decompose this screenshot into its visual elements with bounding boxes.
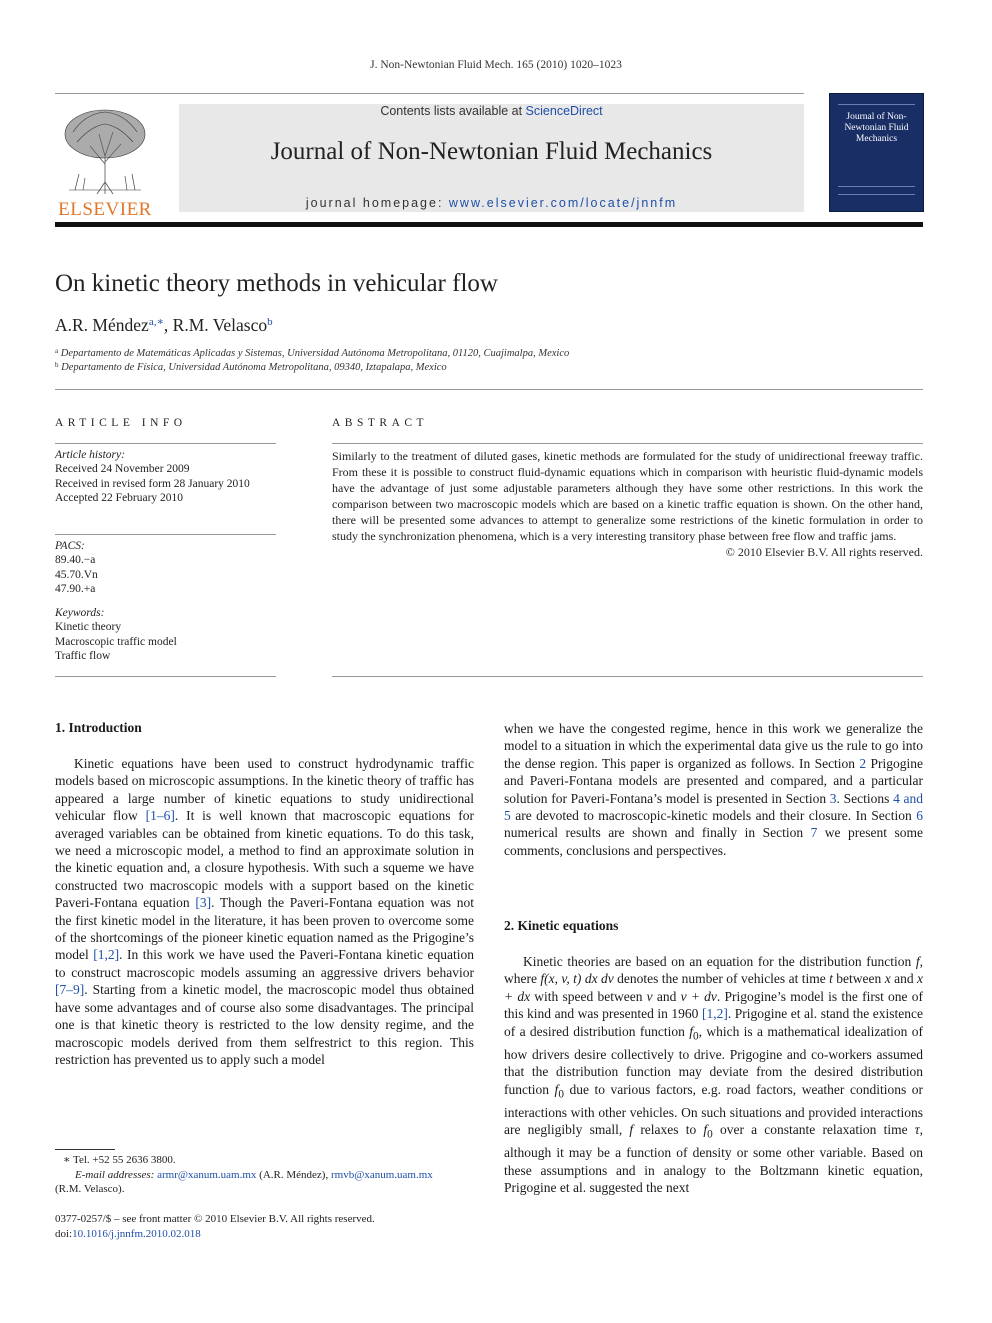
citation-link[interactable]: [1–6] xyxy=(145,808,175,824)
footnote-tel: ∗ Tel. +52 55 2636 3800. xyxy=(63,1154,176,1166)
text-run: . It is well known that macroscopic equations for averaged variables can be obtained from kinetic equations. To do this task, we need a microscopic model, a method to find an approximate solution in the kinetic equation and, a closure hypothesis. With such a squeme we have constructed two macroscopic models with a support based on the kinetic Paveri-Fontana equation xyxy=(55,808,475,911)
pacs-item: 47.90.+a xyxy=(55,582,96,595)
journal-title: Journal of Non-Newtonian Fluid Mechanics xyxy=(270,138,713,165)
section-heading-kinetic-equations: 2. Kinetic equations xyxy=(504,918,619,933)
kinetic-equations-column xyxy=(504,953,923,1196)
section-heading-introduction: 1. Introduction xyxy=(55,720,142,735)
cover-rule-mid xyxy=(838,186,915,187)
math-symbol: f xyxy=(915,954,920,969)
author-2-affil-sup[interactable]: b xyxy=(267,316,273,328)
math-symbol: f xyxy=(703,1122,708,1138)
history-revised: Received in revised form 28 January 2010 xyxy=(55,477,250,490)
history-received: Received 24 November 2009 xyxy=(55,463,190,476)
pacs-block xyxy=(55,539,98,596)
header-rule xyxy=(55,93,804,94)
text-run: . Starting from a kinetic model, the macroscopic model thus obtained have some advantages and of course also some disadvantages. The principal one is that kinetic theory is restricted to the low density regime, and the macroscopic models derived from them selfrestrict to this region. This restriction has prevented us to apply such a model xyxy=(55,982,474,1067)
section-link[interactable]: 6 xyxy=(916,808,923,824)
affil-b-text: Departamento de Física, Universidad Autónoma Metropolitana, 09340, Iztapalapa, Mexico xyxy=(61,362,447,373)
text-run: due to various factors, e.g. road factors, weather conditions or interactions with other vehicles. On such situations and provided interactions are negligibly small, xyxy=(504,1081,924,1138)
intro-continued-paragraph xyxy=(504,720,923,859)
text-run: we present some comments, conclusions and perspectives. xyxy=(504,825,923,858)
journal-cover[interactable] xyxy=(829,93,924,212)
author-1: A.R. Méndez xyxy=(55,315,149,335)
intro-continued-column xyxy=(504,720,923,859)
citation-link[interactable]: [3] xyxy=(195,895,212,911)
text-run: with speed between xyxy=(530,988,647,1004)
text-run: . Prigogine’s model is the first one of this kind and was presented in 1960 xyxy=(504,988,924,1022)
text-run: numerical results are shown and finally in Section xyxy=(504,825,811,841)
text-run: . Sections xyxy=(836,790,894,806)
article-title: On kinetic theory methods in vehicular flow xyxy=(55,270,498,297)
affil-a-text: Departamento de Matemáticas Aplicadas y Sistemas, Universidad Autónoma Metropolitana, 01120, Cuajimalpa, Mexico xyxy=(60,348,570,359)
elsevier-logo[interactable] xyxy=(55,104,155,220)
abstract-rule-top xyxy=(332,443,923,444)
math-symbol: f xyxy=(629,1122,634,1138)
section-link[interactable]: 2 xyxy=(859,755,867,771)
keywords-label: Keywords: xyxy=(55,607,105,619)
history-label: Article history: xyxy=(55,449,125,461)
math-symbol: v xyxy=(646,988,653,1004)
math-expression: f(x, v, t) dx dv xyxy=(540,971,614,987)
text-run: over a constante relaxation time xyxy=(712,1122,915,1138)
author-1-affil-sup[interactable]: a,∗ xyxy=(148,316,164,328)
keywords-block xyxy=(55,606,177,663)
affil-a-marker: a xyxy=(55,347,59,355)
cover-title: Journal of Non-Newtonian Fluid Mechanics xyxy=(844,112,909,144)
math-symbol: f xyxy=(689,1023,693,1039)
math-subscript: 0 xyxy=(558,1088,564,1101)
footnote-emails xyxy=(55,1168,475,1183)
section-link[interactable]: 3 xyxy=(829,790,837,806)
pacs-label: PACS: xyxy=(55,540,85,552)
email-name-2: (R.M. Velasco). xyxy=(55,1183,125,1195)
text-run: are devoted to macroscopic-kinetic models and their closure. In Section xyxy=(510,808,917,824)
pacs-item: 45.70.Vn xyxy=(55,568,98,581)
affiliation-a xyxy=(55,347,569,359)
sciencedirect-link[interactable]: ScienceDirect xyxy=(525,104,603,118)
article-info-heading: ARTICLE INFO xyxy=(55,417,187,429)
doi-line xyxy=(55,1227,475,1242)
text-run: Kinetic equations have been used to construct hydrodynamic traffic models based on microscopic assumptions. In the kinetic theory of traffic has appeared a large number of kinetic equations to study unidirectional vehicular flow xyxy=(55,756,474,824)
affiliation-rule xyxy=(55,389,923,390)
homepage-prefix: journal homepage: xyxy=(305,196,449,210)
cover-rule-bottom xyxy=(838,194,915,195)
abstract-heading: ABSTRACT xyxy=(332,417,429,429)
text-run: between xyxy=(832,971,885,987)
tree-icon xyxy=(55,104,155,196)
footnote-rule xyxy=(55,1149,115,1150)
article-history xyxy=(55,448,250,505)
email-name-1: (A.R. Méndez), xyxy=(256,1168,331,1181)
info-rule-3 xyxy=(55,676,276,677)
history-accepted: Accepted 22 February 2010 xyxy=(55,491,184,504)
section-link[interactable]: 7 xyxy=(810,825,818,841)
math-subscript: 0 xyxy=(692,1030,699,1043)
affil-b-marker: b xyxy=(55,361,59,369)
text-run: , although it may be a function of density or some other variable. Based on these assumptions and in analogy to the Boltzmann kinetic equation, Prigogine et al. suggested the next xyxy=(504,1122,923,1195)
journal-reference: J. Non-Newtonian Fluid Mech. 165 (2010) 1020–1023 xyxy=(370,59,622,71)
author-2: R.M. Velasco xyxy=(172,315,268,335)
footnotes xyxy=(55,1153,475,1197)
email-link-2[interactable]: rmvb@xanum.uam.mx xyxy=(330,1168,433,1181)
info-rule-2 xyxy=(55,534,276,535)
text-run: relaxes to xyxy=(633,1122,704,1138)
text-run: . In this work we have used the Paveri-Fontana kinetic equation to construct macroscopic models assuming an aggressive drivers behavior xyxy=(55,947,474,980)
text-run: and xyxy=(652,988,681,1004)
citation-link[interactable]: [1,2] xyxy=(701,1006,728,1022)
math-subscript: 0 xyxy=(707,1128,713,1141)
text-run: , where xyxy=(504,954,923,987)
introduction-column xyxy=(55,755,474,1068)
info-rule-1 xyxy=(55,443,276,444)
text-run: . Prigogine et al. stand the existence of a desired distribution function xyxy=(504,1006,923,1039)
affiliation-b xyxy=(55,361,447,373)
cover-rule-top xyxy=(838,104,915,105)
homepage-line xyxy=(179,196,804,210)
math-symbol: τ xyxy=(914,1122,920,1138)
citation-link[interactable]: [1,2] xyxy=(93,947,120,963)
header-thick-rule xyxy=(55,222,923,227)
contents-line xyxy=(179,104,804,118)
email-label: E-mail addresses: xyxy=(75,1168,158,1181)
keyword: Macroscopic traffic model xyxy=(55,635,177,648)
keyword: Kinetic theory xyxy=(55,621,122,634)
math-symbol: f xyxy=(554,1081,559,1097)
issn-line: 0377-0257/$ – see front matter © 2010 Elsevier B.V. All rights reserved. xyxy=(55,1213,375,1225)
doi-prefix: doi: xyxy=(55,1227,73,1240)
keyword: Traffic flow xyxy=(55,649,111,662)
text-run: Kinetic theories are based on an equation for the distribution function xyxy=(523,954,916,969)
text-run: and xyxy=(890,971,918,987)
abstract-copyright: © 2010 Elsevier B.V. All rights reserved. xyxy=(725,545,923,559)
abstract-rule-bottom xyxy=(332,676,923,677)
text-run: denotes the number of vehicles at time xyxy=(613,971,830,987)
kinetic-paragraph xyxy=(504,953,923,1196)
citation-link[interactable]: [7–9] xyxy=(55,982,85,998)
abstract-body xyxy=(332,448,923,560)
contents-prefix: Contents lists available at xyxy=(380,104,526,118)
author-list xyxy=(55,315,273,336)
doi-link[interactable]: 10.1016/j.jnnfm.2010.02.018 xyxy=(72,1227,201,1240)
homepage-link[interactable]: www.elsevier.com/locate/jnnfm xyxy=(448,196,678,210)
text-run: Prigogine and Paveri-Fontana models are presented and compared, and a particular solution for Paveri-Fontana’s model is presented in Section xyxy=(504,755,923,806)
pacs-item: 89.40.−a xyxy=(55,554,96,567)
section-link[interactable]: 4 and 5 xyxy=(504,790,924,824)
elsevier-wordmark: ELSEVIER xyxy=(58,199,152,220)
math-expression: v + dv xyxy=(680,988,717,1004)
text-run: . Though the Paveri-Fontana equation was not the first kinetic model in the literature, it has been proven to overcome some of the shortcomings of the pioneer kinetic equation named as the Prigogine’s model xyxy=(55,895,474,963)
journal-banner xyxy=(179,104,804,212)
text-run: when we have the congested regime, hence in this work we generalize the model to a situation in which the experimental data give us the rule to go into the dense region. This paper is organized as follows. In Section xyxy=(504,721,923,771)
text-run: , which is a mathematical idealization of how drivers desire collectively to drive. Prigogine and co-workers assumed that the distribution function may deviate from the desired distribution function xyxy=(504,1023,924,1097)
author-separator: , xyxy=(163,315,173,335)
intro-paragraph xyxy=(55,755,474,1068)
front-matter xyxy=(55,1212,475,1241)
email-link-1[interactable]: armr@xanum.uam.mx xyxy=(157,1168,257,1181)
math-symbol: x xyxy=(884,971,891,987)
abstract-text: Similarly to the treatment of diluted gases, kinetic methods are formulated for the study of unidirectional freeway traffic. From these it is possible to construct fluid-dynamic equations which in comparison with heuristic fluid-dynamic models have the advantage of just some adjustable parameters although they have some other restrictions. In this work the comparison between two macroscopic models which are based on a kinetic traffic equation is shown. On the other hand, there will be presented some advances to attempt to generalize some restrictions of the kinetic formulation in order to study the synchronization phenomena, which is a very interesting transitory phase between free flow and traffic jams. xyxy=(332,449,923,543)
math-symbol: t xyxy=(829,971,833,987)
math-expression: x + dx xyxy=(504,971,924,1004)
